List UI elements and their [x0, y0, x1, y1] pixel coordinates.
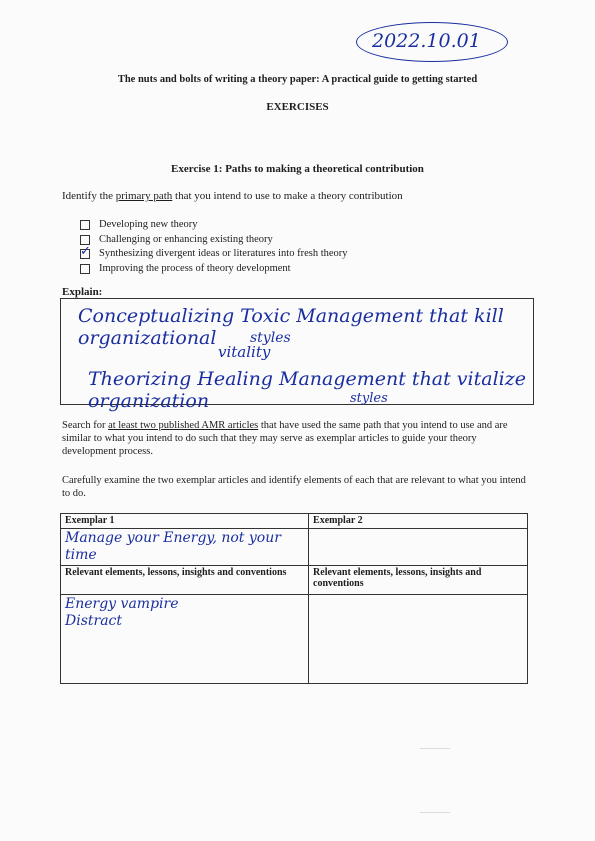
checkbox[interactable] [80, 220, 90, 230]
handwriting-note-2: styles [350, 391, 388, 406]
document-title: The nuts and bolts of writing a theory paper: A practical guide to getting started [117, 74, 478, 85]
option-developing[interactable] [80, 218, 348, 233]
option-label: Synthesizing divergent ideas or literatures into fresh theory [99, 248, 348, 259]
examine-instruction: Carefully examine the two exemplar articles and identify elements of each that are relevant to what you intend to do. [62, 475, 526, 499]
identify-suffix: that you intend to use to make a theory contribution [172, 190, 403, 202]
exemplar-1-cell[interactable] [61, 529, 309, 566]
search-instruction [62, 419, 532, 458]
option-improving[interactable] [80, 262, 348, 277]
relevant-elements-cell-1[interactable] [61, 595, 309, 684]
relevant-elements-header-2: Relevant elements, lessons, insights and conventions [309, 566, 528, 595]
exemplar-table [60, 513, 528, 684]
exemplar-2-cell[interactable] [309, 529, 528, 566]
relevant-handwriting-2: Distract [65, 613, 123, 629]
identify-instruction [62, 190, 403, 202]
explain-label: Explain: [62, 286, 103, 298]
identify-prefix: Identify the [62, 190, 116, 202]
check-mark-icon: ✓ [80, 243, 91, 259]
handwriting-extra-1: vitality [218, 343, 271, 361]
scan-artifact-line [420, 748, 450, 749]
handwriting-line-1: Conceptualizing Toxic Management that kill organizational [78, 305, 504, 349]
primary-path-link: primary path [115, 190, 173, 202]
relevant-elements-header-1: Relevant elements, lessons, insights and conventions [61, 566, 309, 595]
path-options-list [80, 218, 348, 276]
option-label: Improving the process of theory development [99, 262, 291, 274]
document-subtitle: EXERCISES [266, 101, 329, 113]
handwriting-note-1: styles [250, 330, 291, 346]
handwriting-line-2: Theorizing Healing Management that vitalize organization [88, 368, 526, 412]
search-suffix: that have used the same path that you intend to use and are similar to what you intend to do such that they may serve as exemplar articles to guide your theory development process. [62, 420, 508, 457]
relevant-elements-cell-2[interactable] [309, 595, 528, 684]
option-synthesizing[interactable] [80, 243, 348, 262]
option-challenging[interactable] [80, 233, 348, 248]
exercise-heading: Exercise 1: Paths to making a theoretical contribution [171, 163, 424, 175]
relevant-handwriting-1: Energy vampire [65, 596, 179, 612]
exemplar-1-header: Exemplar 1 [61, 514, 309, 529]
date-annotation: 2022.10.01 [372, 30, 481, 52]
checkbox[interactable] [80, 264, 90, 274]
amr-articles-link: at least two published AMR articles [108, 420, 259, 431]
search-prefix: Search for [62, 420, 109, 431]
exemplar-1-handwriting: Manage your Energy, not your time [65, 530, 281, 563]
option-label: Challenging or enhancing existing theory [99, 233, 273, 245]
option-label: Developing new theory [99, 219, 198, 230]
scan-artifact-line [420, 812, 450, 813]
checkbox-checked[interactable] [80, 243, 91, 259]
exemplar-2-header: Exemplar 2 [309, 514, 528, 529]
